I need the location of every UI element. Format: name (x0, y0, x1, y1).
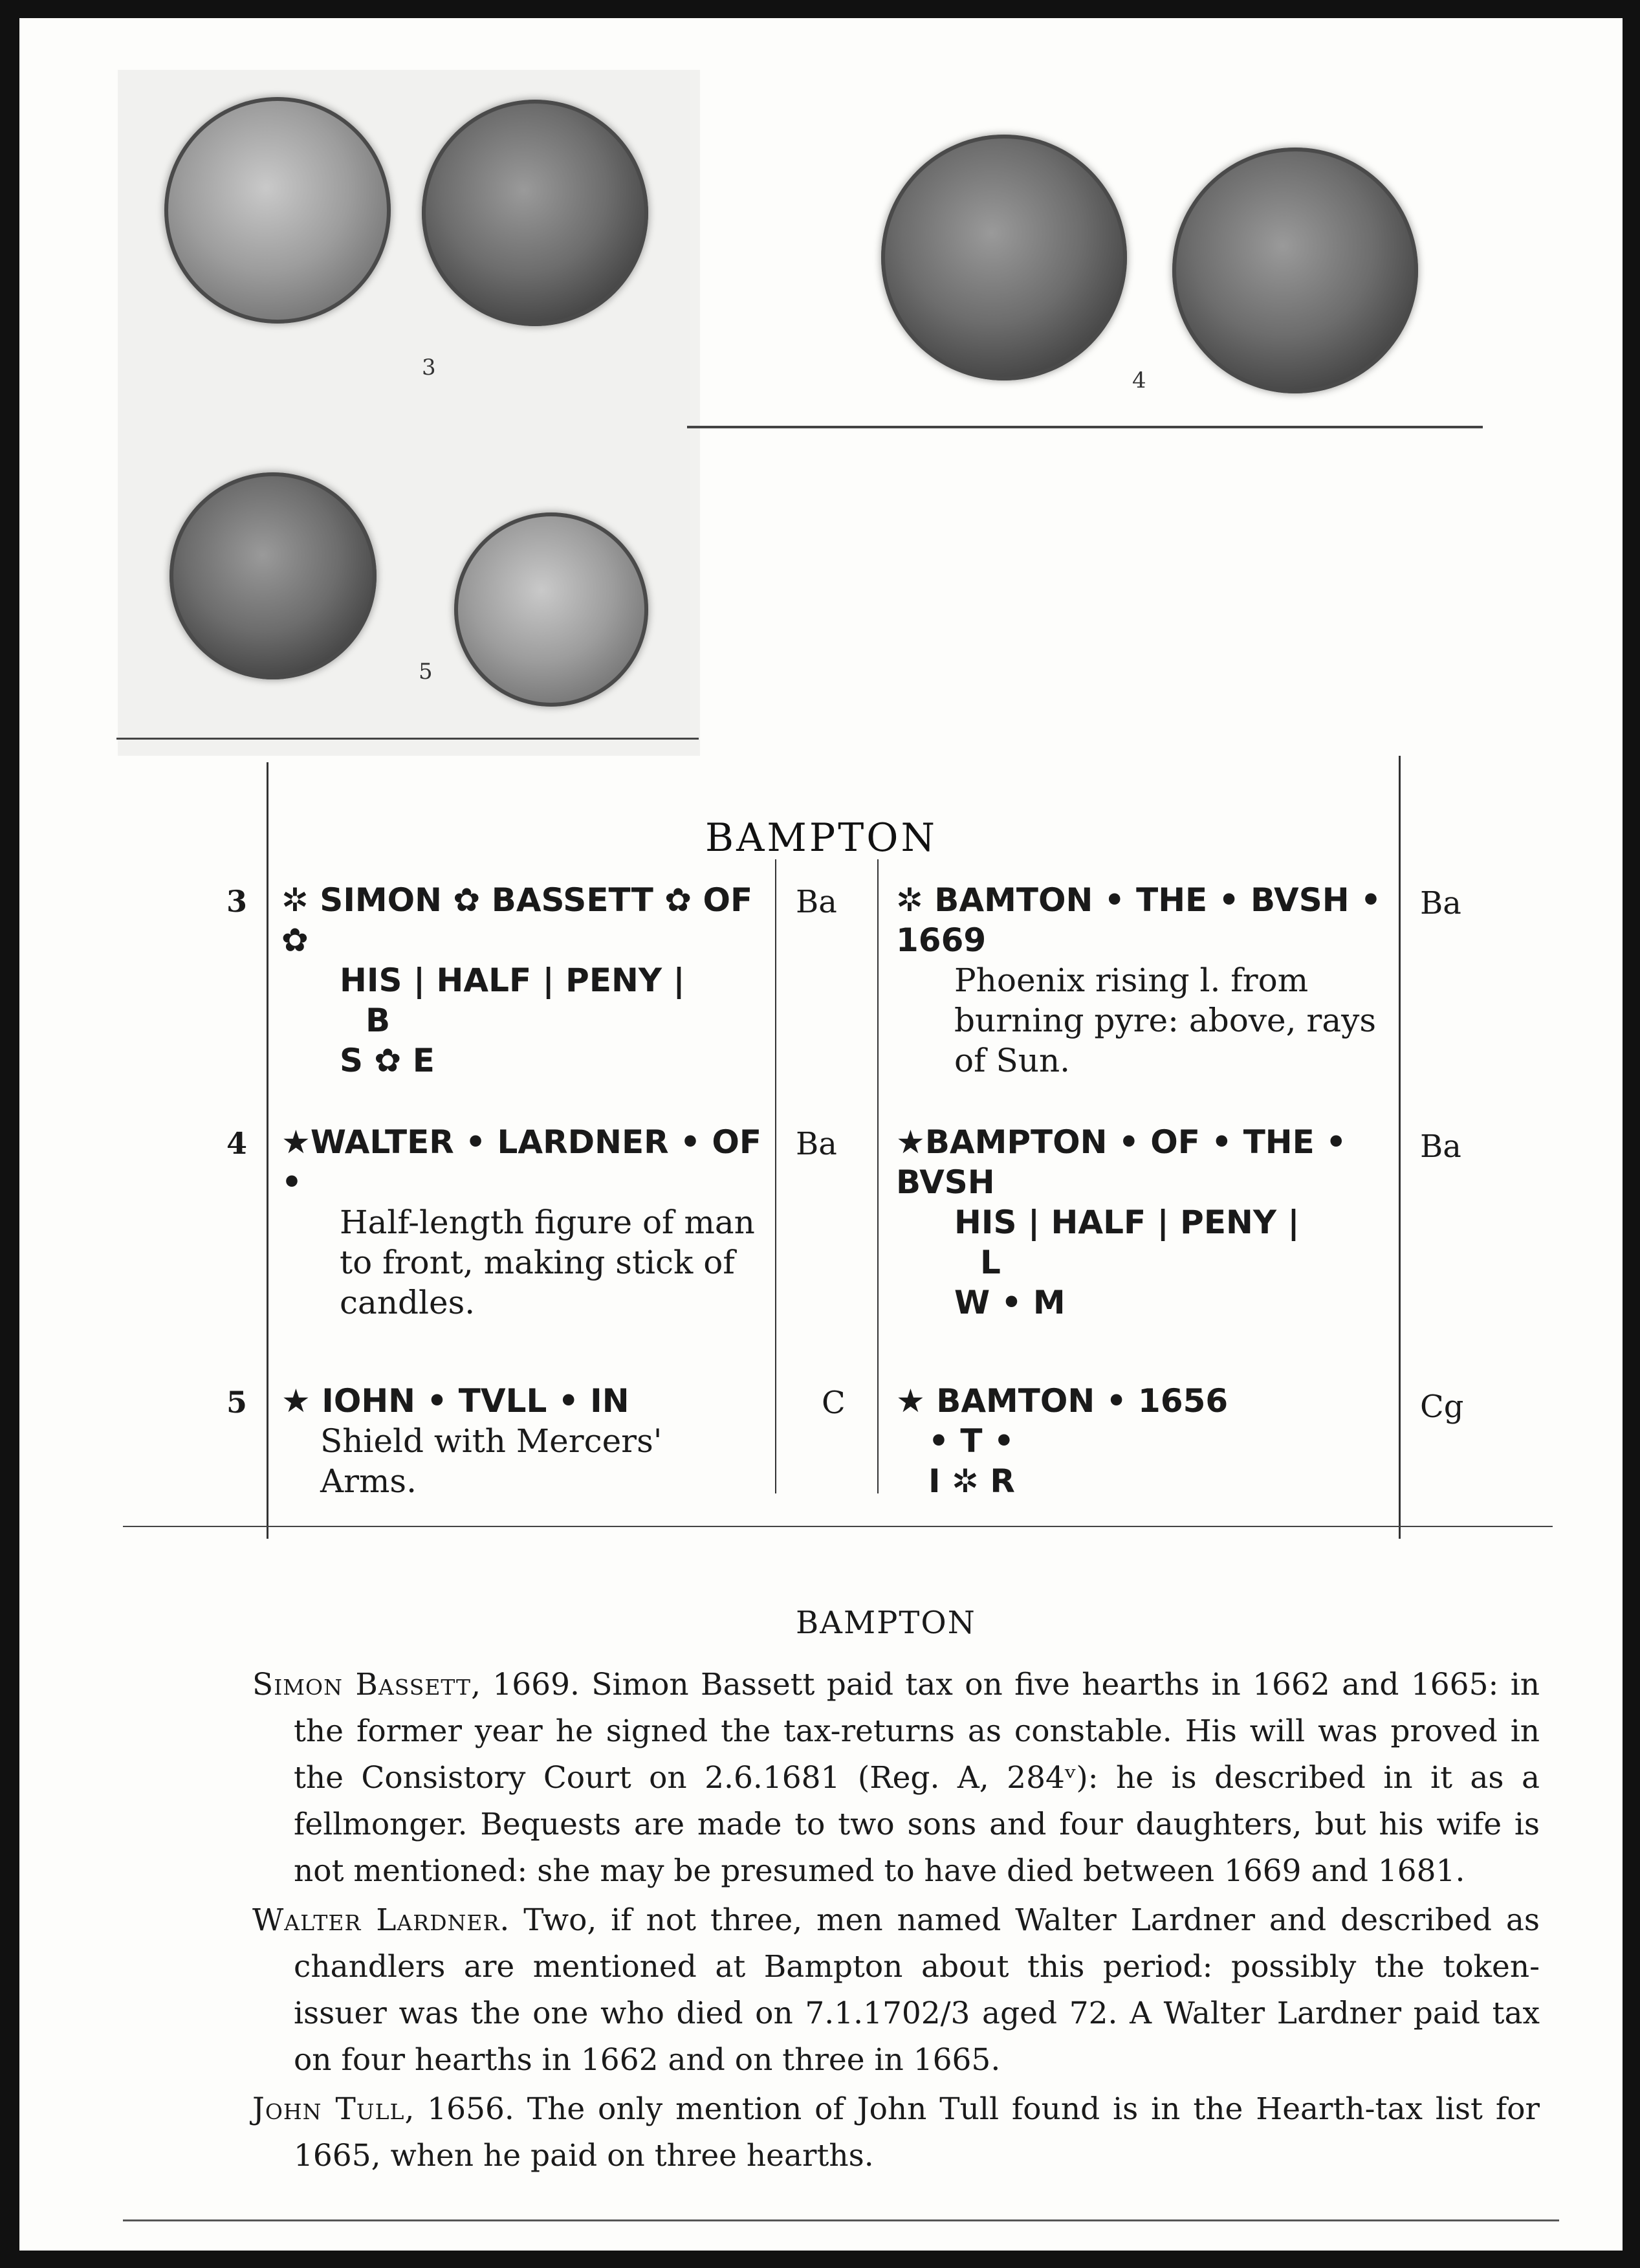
note-text: , 1656. The only mention of John Tull found is in the Hearth-tax list for 1665, when he paid on three hearths. (294, 2091, 1540, 2174)
entry-3-obverse-code: Ba (796, 884, 837, 920)
entry-4-obverse-desc: Half-length figure of man to front, making stick of candles. (340, 1204, 755, 1321)
entry-3-obverse-legend: ✲ SIMON ✿ BASSETT ✿ OF ✿ (281, 881, 753, 959)
table-col-divider-2 (877, 859, 879, 1493)
entry-3-obverse (281, 880, 767, 1081)
entry-5-obverse (281, 1381, 767, 1501)
note-text: , 1669. Simon Bassett paid tax on five hearths in 1662 and 1665: in the former year he signed the tax-returns as constable. His will was proved in the Consistory Court on 2.6.1681 (Reg. A, 284ᵛ): he is described in it as a fellmonger. Bequests are made to two sons and four daughters, but his wife is not mentioned: she may be presumed to have died between 1669 and 1681. (294, 1667, 1540, 1889)
note-name: John Tull (252, 2091, 405, 2127)
plate-label-4: 4 (1132, 368, 1146, 393)
plate-divider-right (687, 426, 1483, 428)
entry-3-reverse-desc: Phoenix rising l. from burning pyre: above, rays of Sun. (954, 962, 1377, 1079)
note-walter-lardner (252, 1897, 1540, 2084)
notes-body (252, 1662, 1540, 2182)
entry-5-number: 5 (226, 1385, 248, 1420)
entry-5-obverse-desc: Shield with Mercers' Arms. (320, 1422, 662, 1500)
entry-4-reverse (896, 1122, 1388, 1323)
coin-3-obverse-image (164, 97, 391, 324)
table-col-divider-1 (775, 859, 776, 1493)
coin-3-reverse-image (422, 100, 648, 326)
note-text: . Two, if not three, men named Walter Lardner and described as chandlers are mentioned at Bampton about this period: possibly the token-issuer was the one who died on 7.1.1702/3 aged 72. A Walter Lardner paid tax on four hearths in 1662 and on three in 1665. (294, 1902, 1540, 2078)
entry-4-reverse-legend: ★BAMPTON • OF • THE • BVSH (896, 1123, 1347, 1201)
notes-heading: BAMPTON (796, 1605, 976, 1641)
entry-3-obverse-line-3: S ✿ E (340, 1042, 435, 1079)
coin-5-obverse-image (169, 472, 377, 679)
entry-4-reverse-line-3: W • M (954, 1284, 1066, 1321)
plate-divider-bottom (116, 738, 699, 740)
note-name: Walter Lardner (252, 1902, 500, 1938)
entry-5-reverse-line-1: • T • (928, 1422, 1014, 1460)
entry-3-obverse-line-1: HIS | HALF | PENY | (340, 962, 685, 999)
entry-5-reverse-line-2: I ✲ R (928, 1462, 1015, 1500)
entry-3-reverse-code: Ba (1420, 885, 1461, 921)
entry-4-reverse-line-2: L (980, 1244, 1001, 1281)
entry-3-number: 3 (226, 884, 248, 919)
document-page (19, 18, 1623, 2251)
entry-4-obverse (281, 1122, 767, 1323)
entry-5-obverse-code: C (822, 1385, 846, 1421)
note-john-tull (252, 2086, 1540, 2179)
table-right-border (1399, 756, 1401, 1539)
plate-label-5: 5 (419, 659, 433, 685)
entry-4-obverse-legend: ★WALTER • LARDNER • OF • (281, 1123, 762, 1201)
page-bottom-rule (123, 2219, 1559, 2221)
entry-3-reverse (896, 880, 1388, 1081)
entry-5-reverse (896, 1381, 1388, 1501)
entry-4-reverse-code: Ba (1420, 1128, 1461, 1165)
plate-label-3: 3 (422, 355, 436, 380)
catalogue-heading: BAMPTON (705, 815, 937, 861)
entry-5-reverse-code: Cg (1420, 1389, 1464, 1425)
entry-3-obverse-line-2: B (366, 1002, 391, 1039)
table-left-border (267, 762, 268, 1539)
entry-5-obverse-legend: ★ IOHN • TVLL • IN (281, 1382, 629, 1420)
entry-5-reverse-legend: ★ BAMTON • 1656 (896, 1382, 1229, 1420)
entry-4-number: 4 (226, 1126, 248, 1161)
coin-5-reverse-image (454, 512, 648, 707)
coin-plate (118, 70, 1541, 762)
entry-3-reverse-legend: ✲ BAMTON • THE • BVSH • 1669 (896, 881, 1381, 959)
entry-4-obverse-code: Ba (796, 1126, 837, 1162)
note-name: Simon Bassett (252, 1667, 472, 1702)
note-simon-bassett (252, 1662, 1540, 1895)
table-bottom-rule (123, 1526, 1553, 1527)
entry-4-reverse-line-1: HIS | HALF | PENY | (954, 1204, 1300, 1241)
coin-4-obverse-image (881, 135, 1127, 380)
coin-4-reverse-image (1172, 148, 1418, 393)
